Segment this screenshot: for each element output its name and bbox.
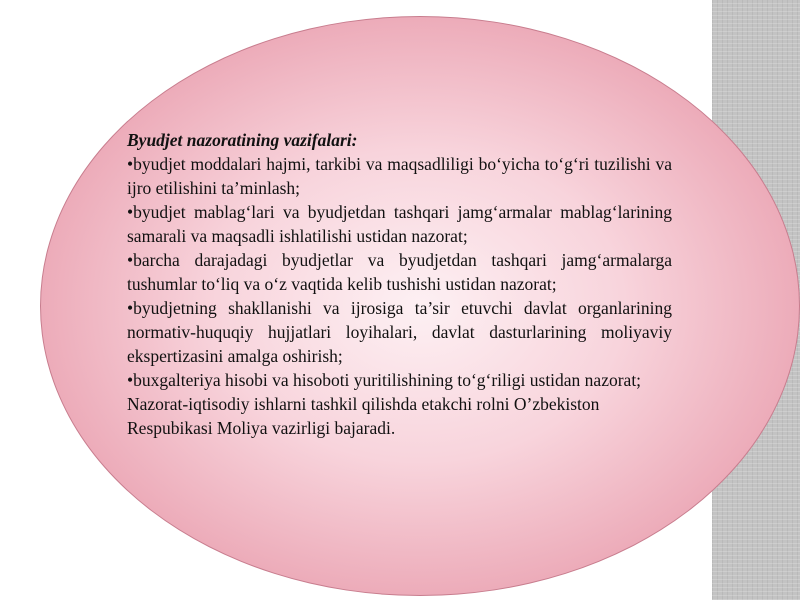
bullet-item: •buxgalteriya hisobi va hisoboti yuritilishining to‘g‘riligi ustidan nazorat; — [127, 370, 642, 390]
bullet-item: •byudjet mablag‘lari va byudjetdan tashqari jamg‘armalar mablag‘larining samarali va maqsadli ishlatilishi ustidan nazorat; — [127, 202, 672, 246]
closing-line: Respubikasi Moliya vazirligi bajaradi. — [127, 418, 396, 438]
bullet-item: •byudjet moddalari hajmi, tarkibi va maqsadliligi bo‘yicha to‘g‘ri tuzilishi va ijro etilishini ta’minlash; — [127, 154, 672, 198]
bullet-item: •byudjetning shakllanishi va ijrosiga ta’sir etuvchi davlat organlarining normativ-huquqiy hujjatlari loyihalari, davlat dasturlarining moliyaviy ekspertizasini amalga oshirish; — [127, 298, 672, 366]
slide-heading: Byudjet nazoratining vazifalari: — [127, 130, 358, 150]
closing-line: Nazorat-iqtisodiy ishlarni tashkil qilishda etakchi rolni O’zbekiston — [127, 394, 600, 414]
slide-text-block — [127, 128, 672, 440]
bullet-item: •barcha darajadagi byudjetlar va byudjetdan tashqari jamg‘armalarga tushumlar to‘liq va o‘z vaqtida kelib tushishi ustidan nazorat; — [127, 250, 672, 294]
